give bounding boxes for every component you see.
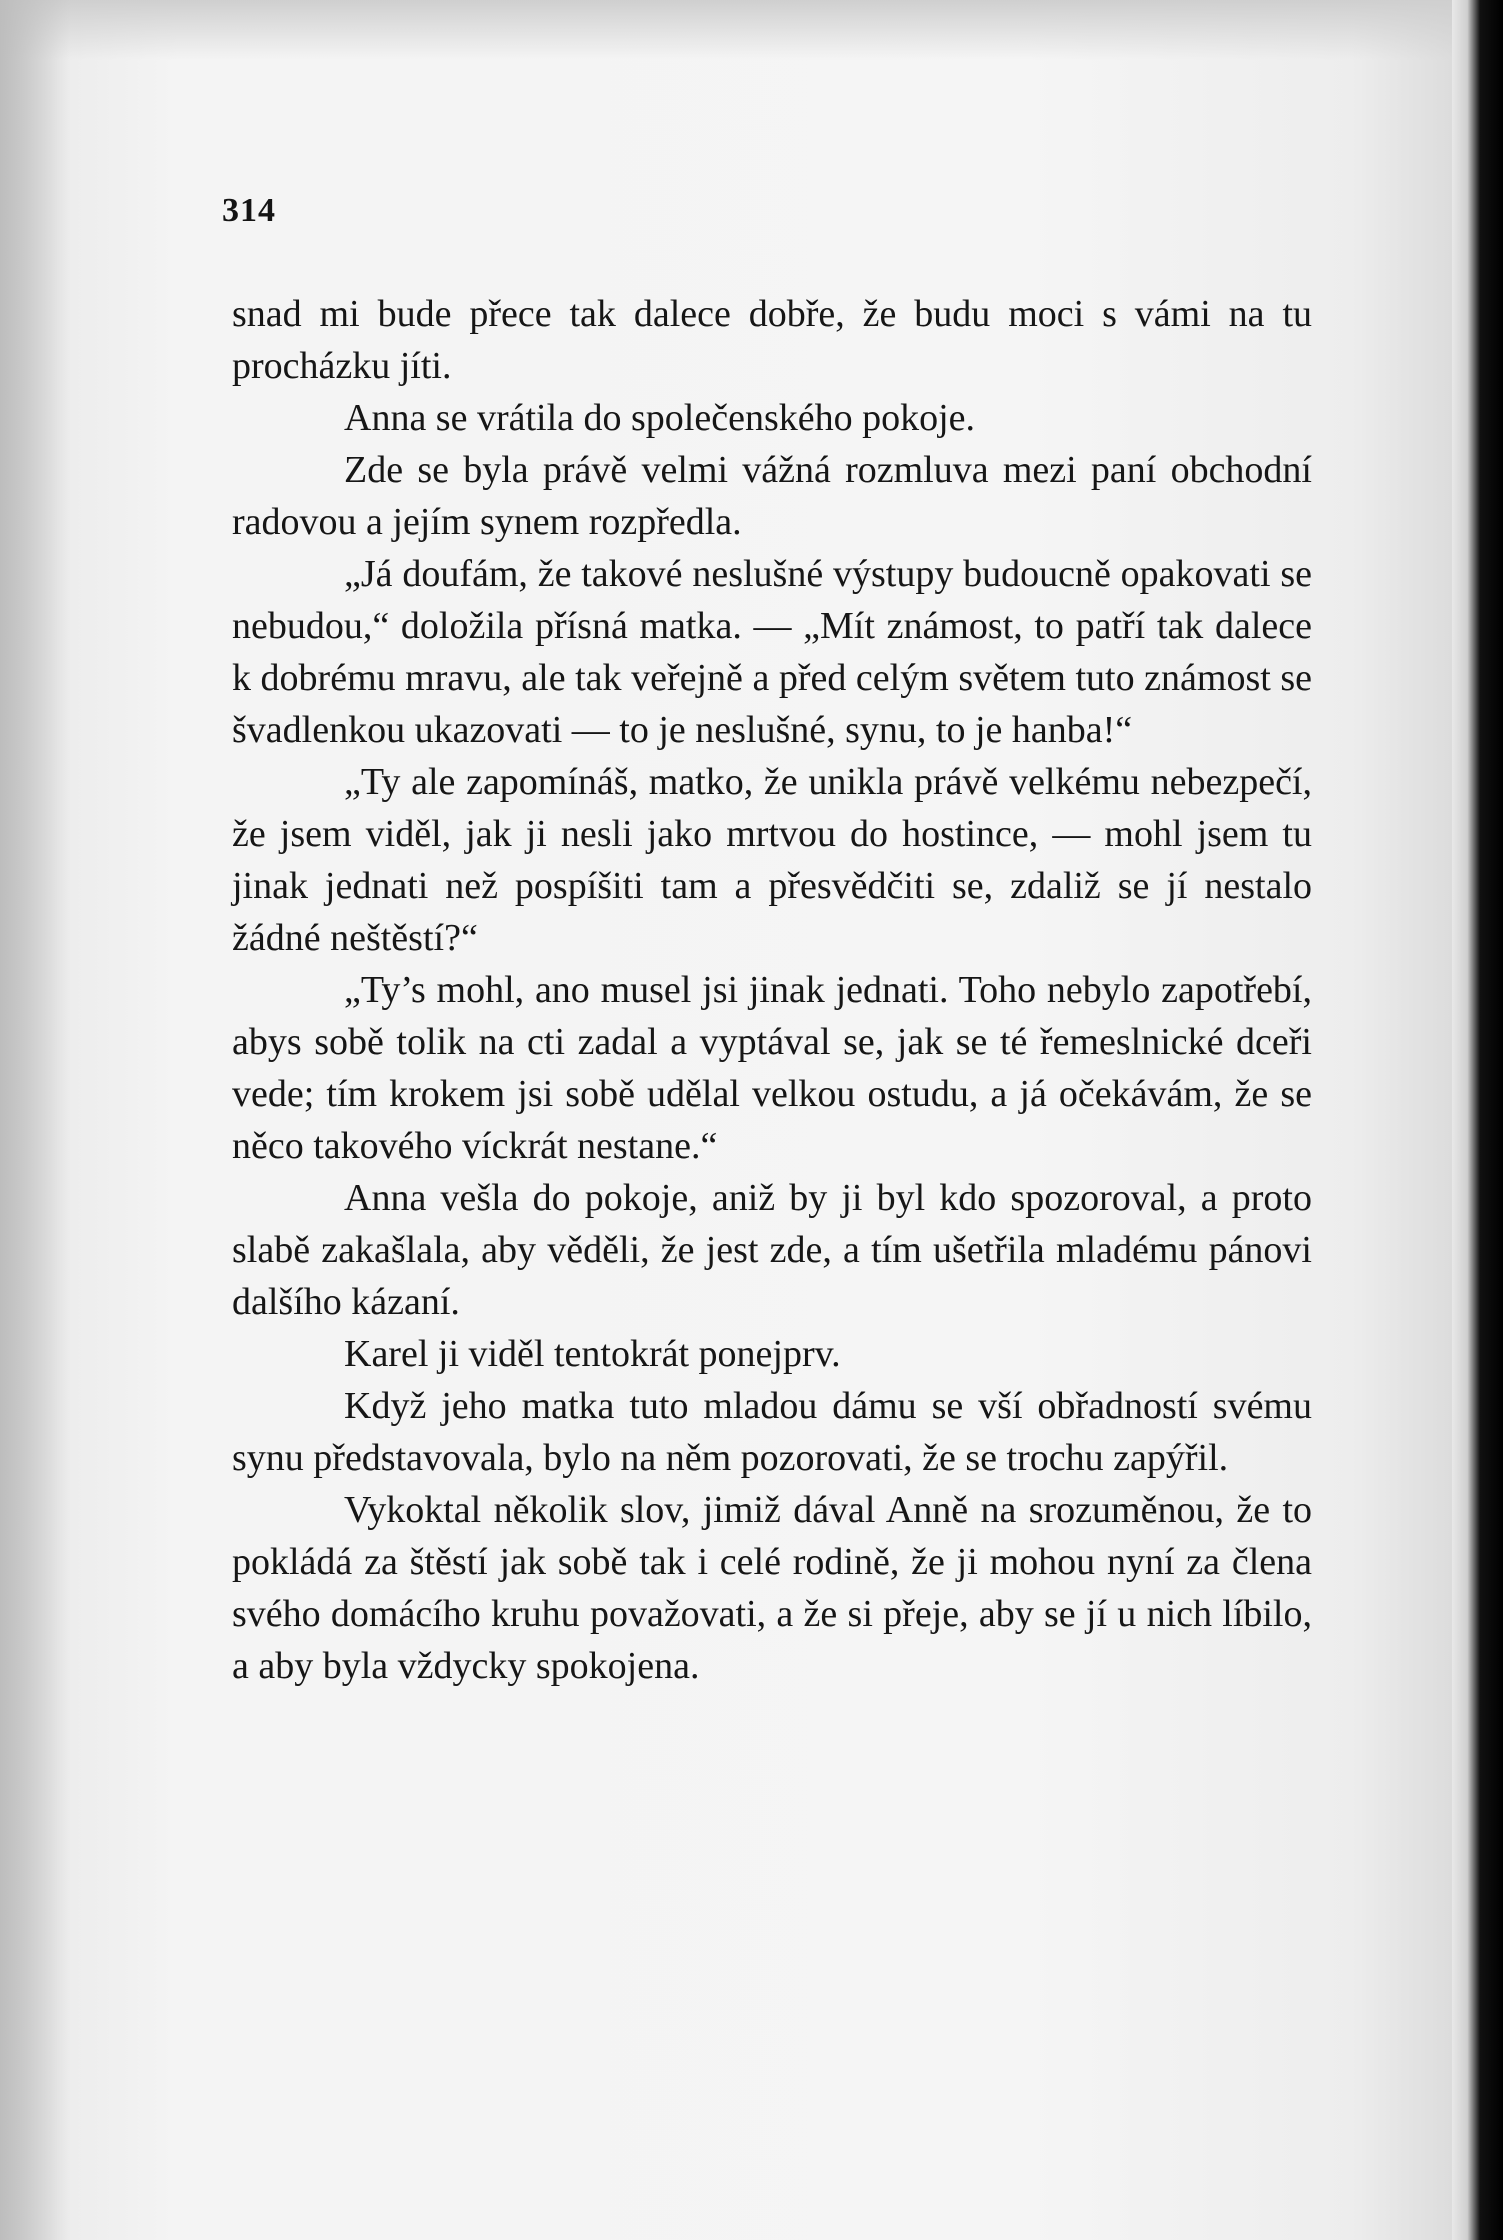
paragraph: Vykoktal několik slov, jimiž dával Anně na srozuměnou, že to pokládá za štěstí jak sobě tak i celé rodině, že ji mohou nyní za člena svého domácího kruhu považovati, a že si přeje, aby se jí u nich líbilo, a aby byla vždycky spokojena.: [232, 1489, 1312, 1687]
page-number: 314: [222, 192, 276, 229]
paragraph: snad mi bude přece tak dalece dobře, že budu moci s vámi na tu procházku jíti.: [232, 293, 1312, 387]
paragraph: „Ty’s mohl, ano musel jsi jinak jednati. Toho nebylo zapotřebí, abys sobě tolik na cti zadal a vyptával se, jak se té řemeslnické dceři vede; tím krokem jsi sobě udělal velkou ostudu, a já očekávám, že se něco takového víckrát nestane.“: [232, 969, 1312, 1167]
page-body-text: [232, 288, 1312, 1692]
paragraph: Když jeho matka tuto mladou dámu se vší obřadností svému synu představovala, bylo na něm pozorovati, že se trochu zapýřil.: [232, 1385, 1312, 1479]
paragraph: Karel ji viděl tentokrát ponejprv.: [344, 1333, 841, 1375]
paragraph: „Ty ale zapomínáš, matko, že unikla právě velkému nebezpečí, že jsem viděl, jak ji nesli jako mrtvou do hostince, — mohl jsem tu jinak jednati než pospíšiti tam a přesvědčiti se, zdaliž se jí nestalo žádné neštěstí?“: [232, 761, 1312, 959]
paragraph: Zde se byla právě velmi vážná rozmluva mezi paní obchodní radovou a jejím synem rozpředla.: [232, 449, 1312, 543]
paragraph: Anna vešla do pokoje, aniž by ji byl kdo spozoroval, a proto slabě zakašlala, aby věděli, že jest zde, a tím ušetřila mladému pánovi dalšího kázaní.: [232, 1177, 1312, 1323]
paragraph: „Já doufám, že takové neslušné výstupy budoucně opakovati se nebudou,“ doložila přísná matka. — „Mít známost, to patří tak dalece k dobrému mravu, ale tak veřejně a před celým světem tuto známost se švadlenkou ukazovati — to je neslušné, synu, to je hanba!“: [232, 553, 1312, 751]
paragraph: Anna se vrátila do společenského pokoje.: [344, 397, 976, 439]
book-spine-shadow: [1452, 0, 1503, 2240]
